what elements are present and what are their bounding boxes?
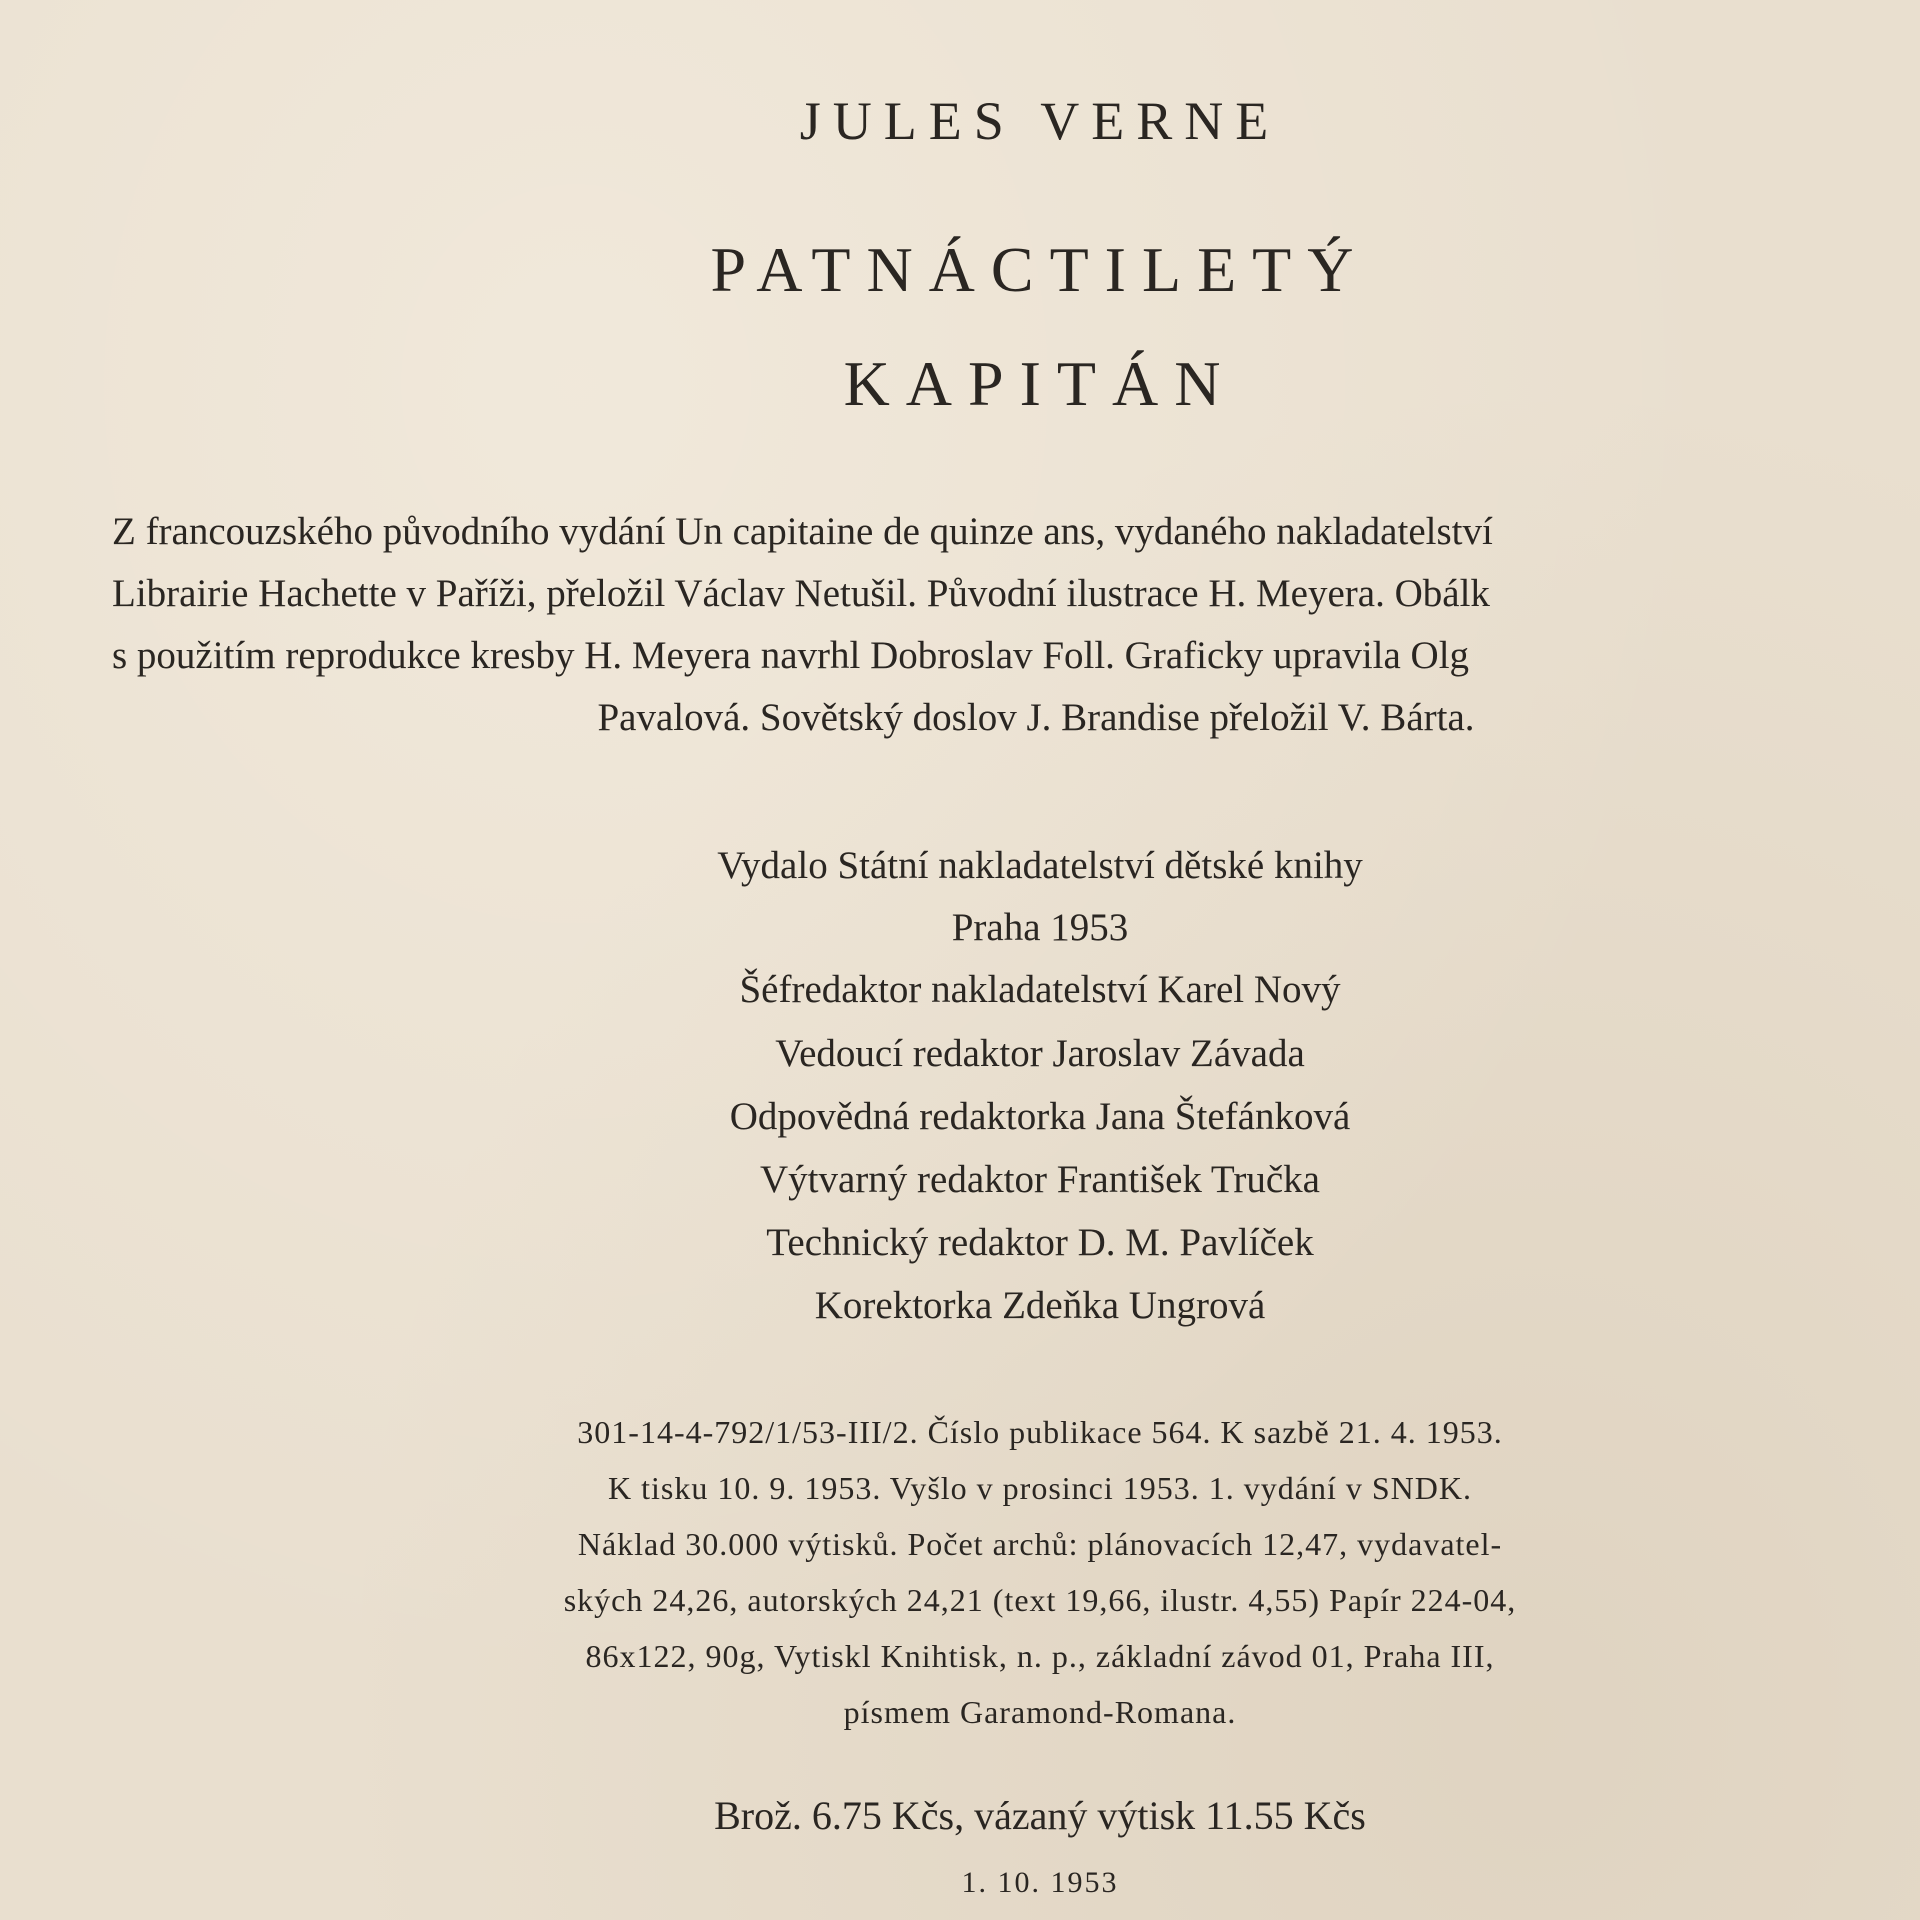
imprint-line: Technický redaktor D. M. Pavlíček	[766, 1221, 1314, 1264]
colophon-line: 86x122, 90g, Vytiskl Knihtisk, n. p., základní závod 01, Praha III,	[585, 1638, 1495, 1674]
translation-note-line: Librairie Hachette v Paříži, přeložil Václav Netušil. Původní ilustrace H. Meyera. Obálk	[112, 572, 1490, 615]
imprint-line: Odpovědná redaktorka Jana Štefánková	[729, 1095, 1351, 1138]
colophon-line: písmem Garamond-Romana.	[843, 1694, 1237, 1730]
colophon-line: ských 24,26, autorských 24,21 (text 19,66, ilustr. 4,55) Papír 224-04,	[563, 1582, 1517, 1618]
imprint-line: Vedoucí redaktor Jaroslav Závada	[775, 1032, 1305, 1075]
author-name: JULES VERNE	[799, 91, 1281, 151]
colophon-line: 301-14-4-792/1/53-III/2. Číslo publikace 564. K sazbě 21. 4. 1953.	[577, 1414, 1503, 1450]
translation-note-line: Z francouzského původního vydání Un capitaine de quinze ans, vydaného nakladatelství	[112, 510, 1493, 553]
colophon-line: K tisku 10. 9. 1953. Vyšlo v prosinci 1953. 1. vydání v SNDK.	[608, 1470, 1472, 1506]
imprint-line: Výtvarný redaktor František Tručka	[760, 1158, 1320, 1201]
date-stamp: 1. 10. 1953	[961, 1866, 1119, 1899]
price-line: Brož. 6.75 Kčs, vázaný výtisk 11.55 Kčs	[714, 1793, 1366, 1838]
imprint-line: Šéfredaktor nakladatelství Karel Nový	[739, 968, 1341, 1011]
imprint-line: Praha 1953	[951, 906, 1129, 949]
imprint-line: Vydalo Státní nakladatelství dětské knihy	[717, 844, 1363, 887]
translation-note-line: s použitím reprodukce kresby H. Meyera navrhl Dobroslav Foll. Graficky upravila Olg	[112, 634, 1470, 677]
colophon-line: Náklad 30.000 výtisků. Počet archů: plánovacích 12,47, vydavatel-	[577, 1526, 1503, 1562]
book-title-line-2: KAPITÁN	[843, 348, 1237, 419]
imprint-line: Korektorka Zdeňka Ungrová	[814, 1284, 1266, 1327]
book-title-line-1: PATNÁCTILETÝ	[710, 234, 1370, 305]
translation-note-line: Pavalová. Sovětský doslov J. Brandise přeložil V. Bárta.	[597, 696, 1475, 739]
